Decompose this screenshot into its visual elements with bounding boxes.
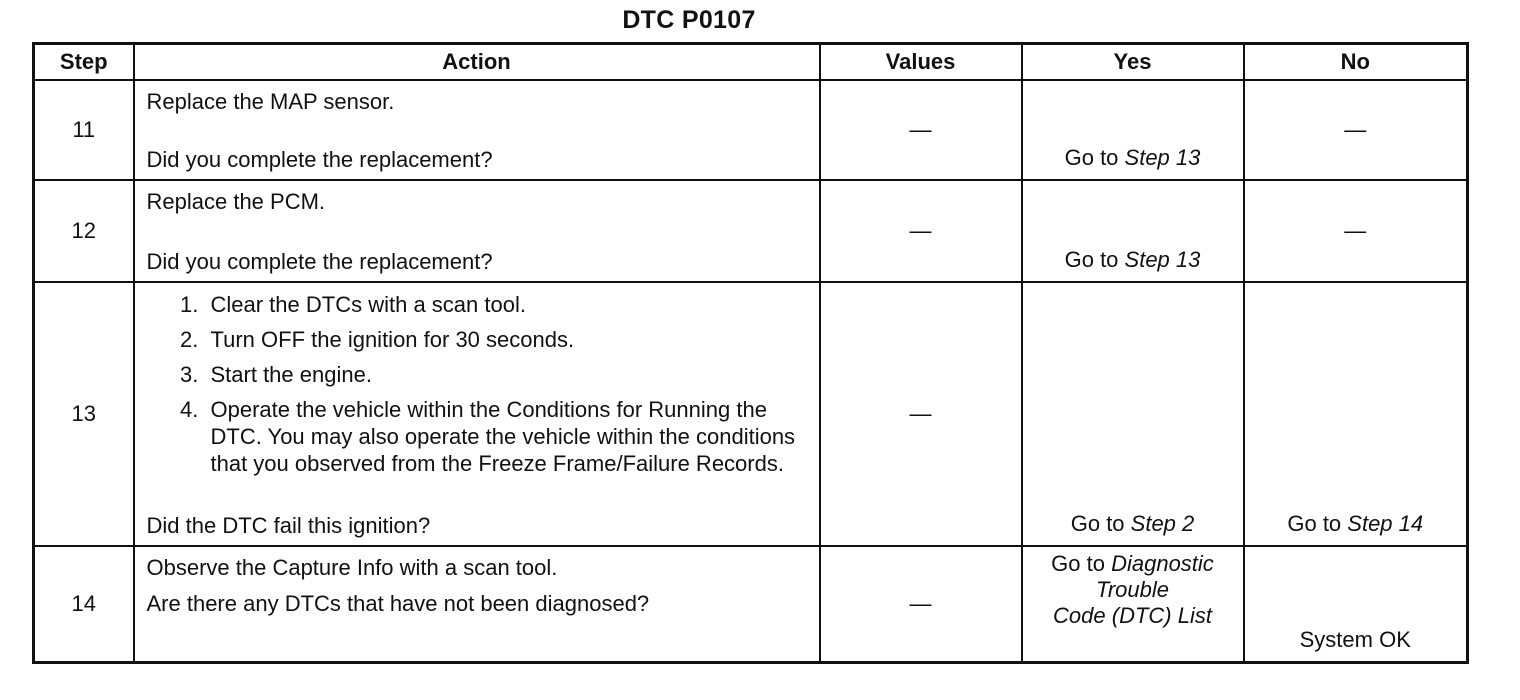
step-number: 11: [34, 80, 134, 180]
step-number: 14: [34, 546, 134, 663]
no-cell: [1244, 80, 1468, 180]
procedure-list: [147, 291, 807, 485]
yes-step-ref: Step 13: [1124, 145, 1201, 170]
table-header-row: [34, 44, 1468, 81]
action-cell: [134, 80, 820, 180]
yes-step-ref: Step 13: [1124, 247, 1201, 272]
action-question: Did the DTC fail this ignition?: [146, 513, 431, 538]
action-cell: [134, 180, 820, 282]
values-text: —: [909, 218, 932, 243]
yes-cell: [1022, 80, 1244, 180]
values-text: —: [909, 591, 932, 616]
header-no: No: [1244, 44, 1468, 81]
yes-prefix: Go to: [1064, 145, 1125, 170]
document-title: DTC P0107: [622, 6, 756, 34]
table-row: [34, 80, 1468, 180]
no-cell: [1244, 282, 1468, 546]
yes-cell: [1022, 180, 1244, 282]
no-text: —: [1344, 218, 1367, 243]
values-cell: [820, 546, 1022, 663]
action-question: Are there any DTCs that have not been diagnosed?: [146, 591, 650, 616]
action-question: Did you complete the replacement?: [146, 147, 493, 172]
values-text: —: [909, 401, 932, 426]
yes-ref-line-1: Diagnostic: [1111, 551, 1214, 576]
procedure-item: 3. Start the engine.: [205, 361, 807, 388]
step-number: 12: [34, 180, 134, 282]
yes-prefix: Go to: [1051, 551, 1112, 576]
yes-ref-line-3: Code (DTC) List: [1053, 603, 1212, 628]
step-number: 13: [34, 282, 134, 546]
procedure-item: 4. Operate the vehicle within the Conditions for Running the DTC. You may also operate the vehicle within the conditions that you observed from the Freeze Frame/Failure Records.: [205, 396, 807, 477]
table-row: [34, 546, 1468, 663]
values-cell: [820, 282, 1022, 546]
table-row: [34, 282, 1468, 546]
yes-ref-line-2: Trouble: [1096, 577, 1169, 602]
values-cell: [820, 80, 1022, 180]
no-cell: [1244, 180, 1468, 282]
yes-prefix: Go to: [1070, 511, 1131, 536]
no-step-ref: Step 14: [1347, 511, 1424, 536]
values-cell: [820, 180, 1022, 282]
yes-cell: [1022, 282, 1244, 546]
no-prefix: Go to: [1287, 511, 1348, 536]
action-text: Observe the Capture Info with a scan tool.: [146, 555, 558, 580]
no-text: System OK: [1299, 627, 1411, 652]
action-question: Did you complete the replacement?: [146, 249, 493, 274]
header-yes: Yes: [1022, 44, 1244, 81]
yes-prefix: Go to: [1064, 247, 1125, 272]
yes-step-ref: Step 2: [1130, 511, 1195, 536]
no-text: —: [1344, 117, 1367, 142]
no-cell: [1244, 546, 1468, 663]
header-values: Values: [820, 44, 1022, 81]
diagnostic-table: [32, 42, 1469, 664]
action-text: Replace the MAP sensor.: [146, 89, 395, 114]
yes-cell: [1022, 546, 1244, 663]
action-cell: [134, 282, 820, 546]
header-step: Step: [34, 44, 134, 81]
header-action: Action: [134, 44, 820, 81]
table-row: [34, 180, 1468, 282]
values-text: —: [909, 117, 932, 142]
action-cell: [134, 546, 820, 663]
procedure-item: 2. Turn OFF the ignition for 30 seconds.: [205, 326, 807, 353]
action-text: Replace the PCM.: [146, 189, 326, 214]
procedure-item: 1. Clear the DTCs with a scan tool.: [205, 291, 807, 318]
